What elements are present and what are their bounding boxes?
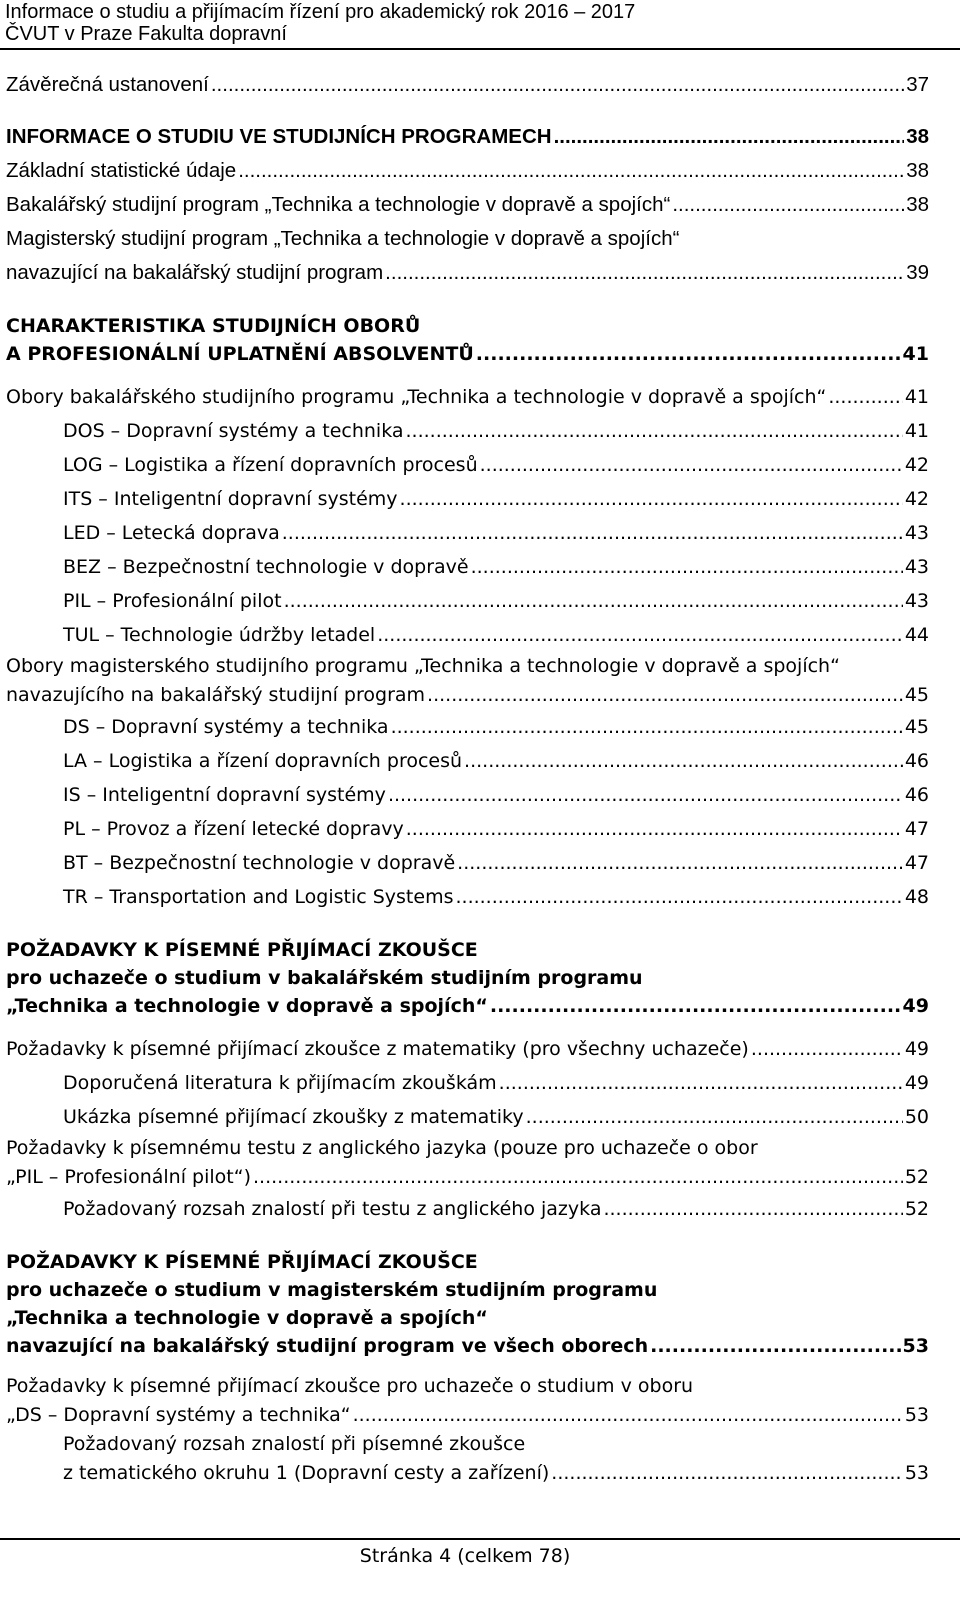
toc-page-number: 42 [904, 454, 929, 476]
toc-leader-dots [457, 846, 903, 880]
toc-entry-title: „PIL – Profesionální pilot“) [6, 1166, 251, 1188]
toc-entry-title-line: pro uchazeče o studium v bakalářském studijním programu [6, 967, 643, 989]
toc-page-number: 45 [904, 684, 929, 706]
toc-entry-title: navazující na bakalářský studijní program ve všech oborech [6, 1335, 649, 1357]
toc-subentry[interactable] [6, 516, 929, 550]
toc-page-number: 50 [904, 1106, 929, 1128]
toc-leader-dots [603, 1192, 902, 1226]
toc-entry-title-line: POŽADAVKY K PÍSEMNÉ PŘIJÍMACÍ ZKOUŠCE [6, 1251, 478, 1273]
toc-entry[interactable] [6, 652, 929, 710]
toc-entry-title: LA – Logistika a řízení dopravních procesů [63, 750, 463, 772]
toc-page-number: 38 [906, 125, 929, 148]
toc-page-number: 41 [904, 420, 929, 442]
toc-page-number: 53 [904, 1404, 929, 1426]
toc-leader-dots [455, 880, 902, 914]
toc-entry-title: DS – Dopravní systémy a technika [63, 716, 389, 738]
toc-page-number: 49 [904, 1038, 929, 1060]
toc-subentry[interactable] [6, 584, 929, 618]
toc-page-number: 41 [902, 343, 929, 365]
toc-page-number: 52 [904, 1198, 929, 1220]
toc-page-number: 53 [904, 1462, 929, 1484]
toc-page-number: 46 [904, 784, 929, 806]
toc-leader-dots [284, 584, 903, 618]
toc-subentry[interactable] [6, 550, 929, 584]
toc-leader-dots [551, 1459, 903, 1488]
toc-page-number: 44 [904, 624, 929, 646]
toc-entry-title: „Technika a technologie v dopravě a spojích“ [6, 995, 488, 1017]
footer-divider [0, 1538, 960, 1540]
toc-leader-dots [828, 380, 902, 414]
toc-leader-dots [400, 482, 903, 516]
toc-page-number: 41 [904, 386, 929, 408]
toc-leader-dots [526, 1100, 903, 1134]
toc-entry[interactable] [6, 154, 929, 188]
toc-subentry[interactable] [6, 414, 929, 448]
toc-entry[interactable] [6, 68, 929, 102]
toc-page-number: 43 [904, 522, 929, 544]
header-institution: ČVUT v Praze Fakulta dopravní [5, 23, 287, 45]
toc-entry[interactable] [6, 380, 929, 414]
toc-entry-title-line: Požadovaný rozsah znalostí při písemné zkoušce [63, 1433, 526, 1455]
toc-entry-chapter[interactable] [6, 1248, 929, 1360]
toc-entry-title: LED – Letecká doprava [63, 522, 280, 544]
toc-subentry[interactable] [6, 1066, 929, 1100]
toc-entry-title: PIL – Profesionální pilot [63, 590, 282, 612]
header-title: Informace o studiu a přijímacím řízení pro akademický rok 2016 – 2017 [5, 1, 636, 23]
toc-subentry[interactable] [6, 710, 929, 744]
toc-entry-title: Požadavky k písemné přijímací zkoušce z matematiky (pro všechny uchazeče) [6, 1038, 749, 1060]
toc-subentry[interactable] [6, 448, 929, 482]
toc-entry-title: Ukázka písemné přijímací zkoušky z matematiky [63, 1106, 524, 1128]
toc-entry-title: A PROFESIONÁLNÍ UPLATNĚNÍ ABSOLVENTŮ [6, 343, 474, 365]
toc-subentry[interactable] [6, 778, 929, 812]
toc-entry-chapter[interactable] [6, 120, 929, 154]
toc-page-number: 47 [904, 818, 929, 840]
toc-entry-title-line: Magisterský studijní program „Technika a technologie v dopravě a spojích“ [6, 227, 680, 250]
toc-entry-title: Základní statistické údaje [6, 159, 237, 182]
toc-entry-title: DOS – Dopravní systémy a technika [63, 420, 404, 442]
toc-entry-title: z tematického okruhu 1 (Dopravní cesty a zařízení) [63, 1462, 550, 1484]
toc-leader-dots [377, 618, 903, 652]
toc-subentry[interactable] [6, 482, 929, 516]
toc-subentry[interactable] [6, 1192, 929, 1226]
toc-entry-title-line: CHARAKTERISTIKA STUDIJNÍCH OBORŮ [6, 315, 421, 337]
toc-page-number: 46 [904, 750, 929, 772]
toc-leader-dots [464, 744, 903, 778]
toc-leader-dots [499, 1066, 903, 1100]
toc-entry-title: Bakalářský studijní program „Technika a technologie v dopravě a spojích“ [6, 193, 671, 216]
toc-entry-title-line: Požadavky k písemné přijímací zkoušce pro uchazeče o studium v oboru [6, 1375, 694, 1397]
toc-entry-chapter[interactable] [6, 936, 929, 1020]
running-header [0, 0, 960, 50]
toc-leader-dots [476, 340, 901, 368]
toc-entry-title: TR – Transportation and Logistic Systems [63, 886, 454, 908]
toc-leader-dots [480, 448, 903, 482]
toc-leader-dots [353, 1401, 903, 1430]
toc-leader-dots [406, 414, 903, 448]
toc-entry[interactable] [6, 1032, 929, 1066]
toc-page-number: 52 [904, 1166, 929, 1188]
toc-page-number: 49 [904, 1072, 929, 1094]
toc-leader-dots [650, 1332, 900, 1360]
toc-entry-title: TUL – Technologie údržby letadel [63, 624, 376, 646]
page-number-label: Stránka 4 (celkem 78) [359, 1545, 571, 1567]
toc-leader-dots [490, 992, 901, 1020]
toc-subentry[interactable] [6, 880, 929, 914]
toc-leader-dots [554, 120, 905, 154]
toc-leader-dots [751, 1032, 903, 1066]
toc-leader-dots [211, 68, 904, 102]
toc-entry-title-line: „Technika a technologie v dopravě a spojích“ [6, 1307, 488, 1329]
toc-leader-dots [427, 681, 903, 710]
toc-entry-title: BEZ – Bezpečnostní technologie v dopravě [63, 556, 469, 578]
toc-entry-title: PL – Provoz a řízení letecké dopravy [63, 818, 404, 840]
page-footer [0, 1544, 930, 1568]
toc-page-number: 43 [904, 556, 929, 578]
toc-entry[interactable] [6, 222, 929, 290]
toc-leader-dots [391, 710, 903, 744]
toc-leader-dots [253, 1163, 903, 1192]
toc-leader-dots [282, 516, 903, 550]
toc-entry-title-line: pro uchazeče o studium v magisterském studijním programu [6, 1279, 658, 1301]
toc-subentry[interactable] [6, 1100, 929, 1134]
toc-entry-title-line: POŽADAVKY K PÍSEMNÉ PŘIJÍMACÍ ZKOUŠCE [6, 939, 478, 961]
toc-entry-title: navazující na bakalářský studijní program [6, 261, 384, 284]
toc-page-number: 37 [906, 73, 929, 96]
toc-page-number: 45 [904, 716, 929, 738]
toc-page-number: 49 [902, 995, 929, 1017]
toc-page-number: 42 [904, 488, 929, 510]
toc-page-number: 38 [906, 159, 929, 182]
toc-leader-dots [388, 778, 903, 812]
toc-entry-title: „DS – Dopravní systémy a technika“ [6, 1404, 351, 1426]
toc-subentry[interactable] [6, 744, 929, 778]
toc-entry-title: LOG – Logistika a řízení dopravních procesů [63, 454, 478, 476]
toc-page-number: 39 [906, 261, 929, 284]
toc-entry-chapter[interactable] [6, 312, 929, 368]
toc-entry-title: ITS – Inteligentní dopravní systémy [63, 488, 398, 510]
toc-entry-title: INFORMACE O STUDIU VE STUDIJNÍCH PROGRAMECH [6, 125, 552, 148]
toc-entry[interactable] [6, 188, 929, 222]
toc-leader-dots [385, 256, 904, 290]
toc-entry[interactable] [6, 1134, 929, 1192]
toc-leader-dots [238, 154, 904, 188]
toc-entry-title-line: Obory magisterského studijního programu „Technika a technologie v dopravě a spojích“ [6, 655, 840, 677]
toc-entry-title: Požadovaný rozsah znalostí při testu z anglického jazyka [63, 1198, 602, 1220]
toc-page-number: 47 [904, 852, 929, 874]
toc-page-number: 48 [904, 886, 929, 908]
toc-entry-title: BT – Bezpečnostní technologie v dopravě [63, 852, 456, 874]
toc-subentry[interactable] [6, 846, 929, 880]
toc-subentry[interactable] [6, 618, 929, 652]
toc-entry-title: Doporučená literatura k přijímacím zkouškám [63, 1072, 497, 1094]
toc-leader-dots [406, 812, 903, 846]
toc-leader-dots [471, 550, 903, 584]
toc-subentry[interactable] [6, 1430, 929, 1488]
toc-entry-title: Závěrečná ustanovení [6, 73, 209, 96]
toc-entry-title: Obory bakalářského studijního programu „Technika a technologie v dopravě a spojích“ [6, 386, 827, 408]
toc-entry-title: navazujícího na bakalářský studijní program [6, 684, 426, 706]
toc-entry-title: IS – Inteligentní dopravní systémy [63, 784, 386, 806]
toc-page-number: 53 [902, 1335, 929, 1357]
toc-page-number: 38 [906, 193, 929, 216]
table-of-contents [6, 68, 929, 1488]
toc-entry[interactable] [6, 1372, 929, 1430]
toc-subentry[interactable] [6, 812, 929, 846]
toc-page-number: 43 [904, 590, 929, 612]
toc-entry-title-line: Požadavky k písemnému testu z anglického jazyka (pouze pro uchazeče o obor [6, 1137, 758, 1159]
toc-leader-dots [672, 188, 904, 222]
